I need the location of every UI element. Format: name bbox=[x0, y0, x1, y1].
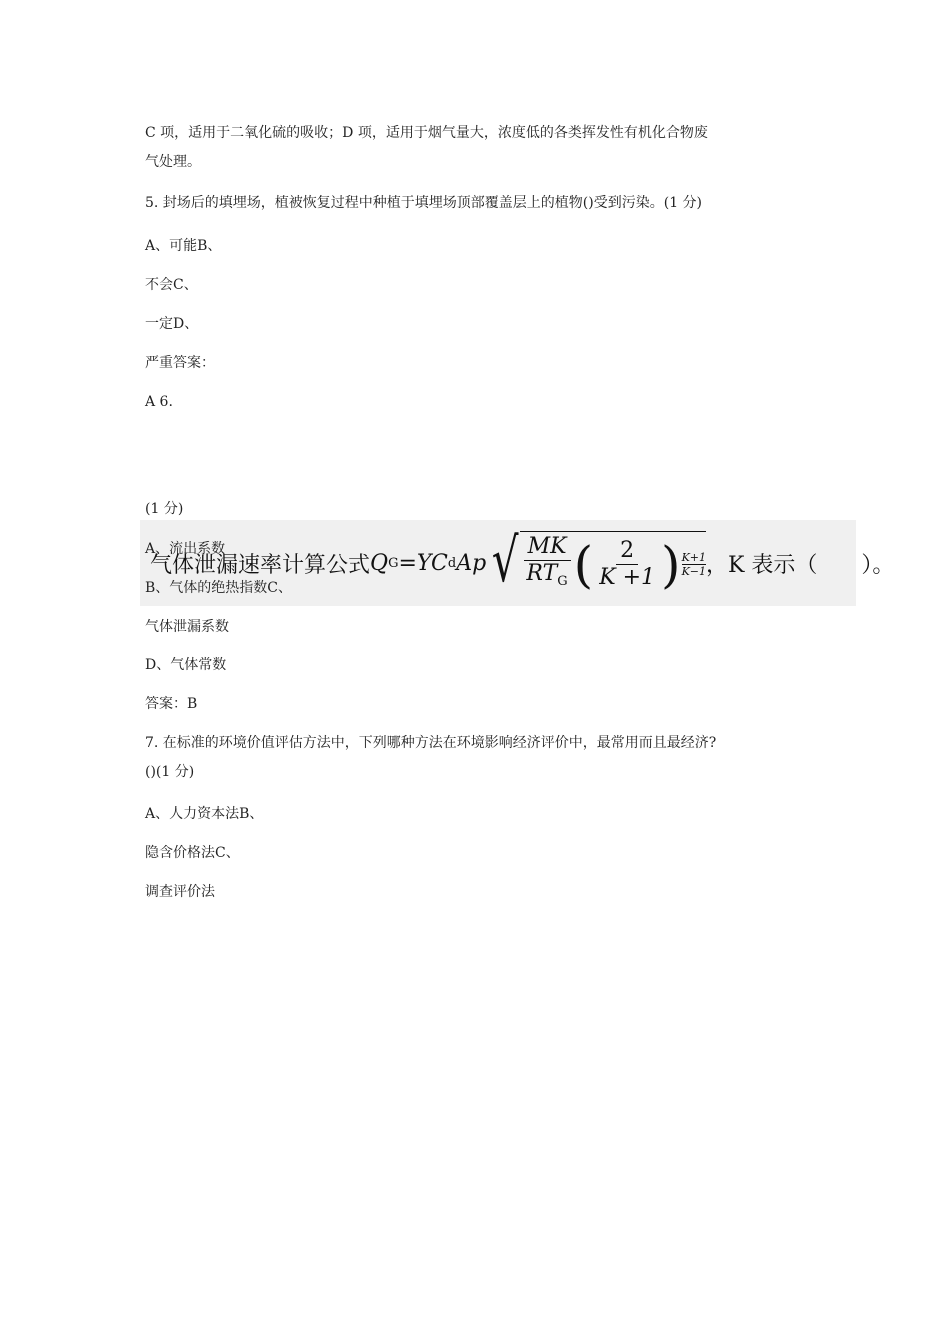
formula-rhs-sub: d bbox=[447, 555, 457, 571]
option-line: A、可能B、 bbox=[145, 238, 222, 254]
option-line: A、流出系数 bbox=[145, 541, 226, 557]
option-line: D、气体常数 bbox=[145, 657, 227, 673]
option-line: B、气体的绝热指数C、 bbox=[145, 580, 292, 596]
answer-line: A 6. bbox=[145, 394, 173, 410]
answer-line: 答案：B bbox=[145, 696, 198, 712]
sqrt-icon: √ bbox=[491, 526, 519, 596]
option-line: 调查评价法 bbox=[145, 884, 215, 900]
formula-sqrt: √ $\frac{MK}{RT_G}$ ( $\frac{2}{K +1}$ ) K+1 K−1 bbox=[491, 526, 706, 596]
formula-suffix: ，K 表示（ ）。 bbox=[706, 552, 895, 578]
formula-prefix: 气体泄漏速率计算公式 bbox=[150, 552, 371, 578]
option-line: 气体泄漏系数 bbox=[145, 619, 229, 635]
formula-q: Q bbox=[370, 550, 389, 576]
option-line: A、人力资本法B、 bbox=[145, 806, 264, 822]
formula-fraction-1: $\frac{MK}{RT_G}$ bbox=[522, 534, 571, 595]
question-7: 7. 在标准的环境价值评估方法中，下列哪种方法在环境影响经济评价中，最常用而且最经济? bbox=[145, 735, 717, 751]
answer-line: 严重答案： bbox=[145, 355, 215, 371]
formula-q-sub: G bbox=[388, 555, 399, 571]
text-line: 气处理。 bbox=[145, 154, 201, 170]
option-line: 不会C、 bbox=[145, 277, 198, 293]
formula-eq: = bbox=[398, 550, 417, 576]
question-7-score: ()(1 分) bbox=[145, 764, 195, 780]
question-5: 5. 封场后的填埋场，植被恢复过程中种植于填埋场顶部覆盖层上的植物()受到污染。(1 分) bbox=[145, 195, 703, 211]
option-line: 一定D、 bbox=[145, 316, 199, 332]
formula-rhs: YC bbox=[416, 550, 448, 576]
formula-fraction-2: $\frac{2}{K +1}$ bbox=[599, 538, 656, 590]
formula-rhs2: Ap bbox=[456, 550, 487, 576]
option-line: 隐含价格法C、 bbox=[145, 845, 240, 861]
formula-exponent: K+1 K−1 bbox=[681, 551, 706, 578]
text-line: C 项，适用于二氧化硫的吸收；D 项，适用于烟气量大，浓度低的各类挥发性有机化合物废 bbox=[145, 125, 708, 141]
score-line: (1 分) bbox=[145, 501, 184, 517]
